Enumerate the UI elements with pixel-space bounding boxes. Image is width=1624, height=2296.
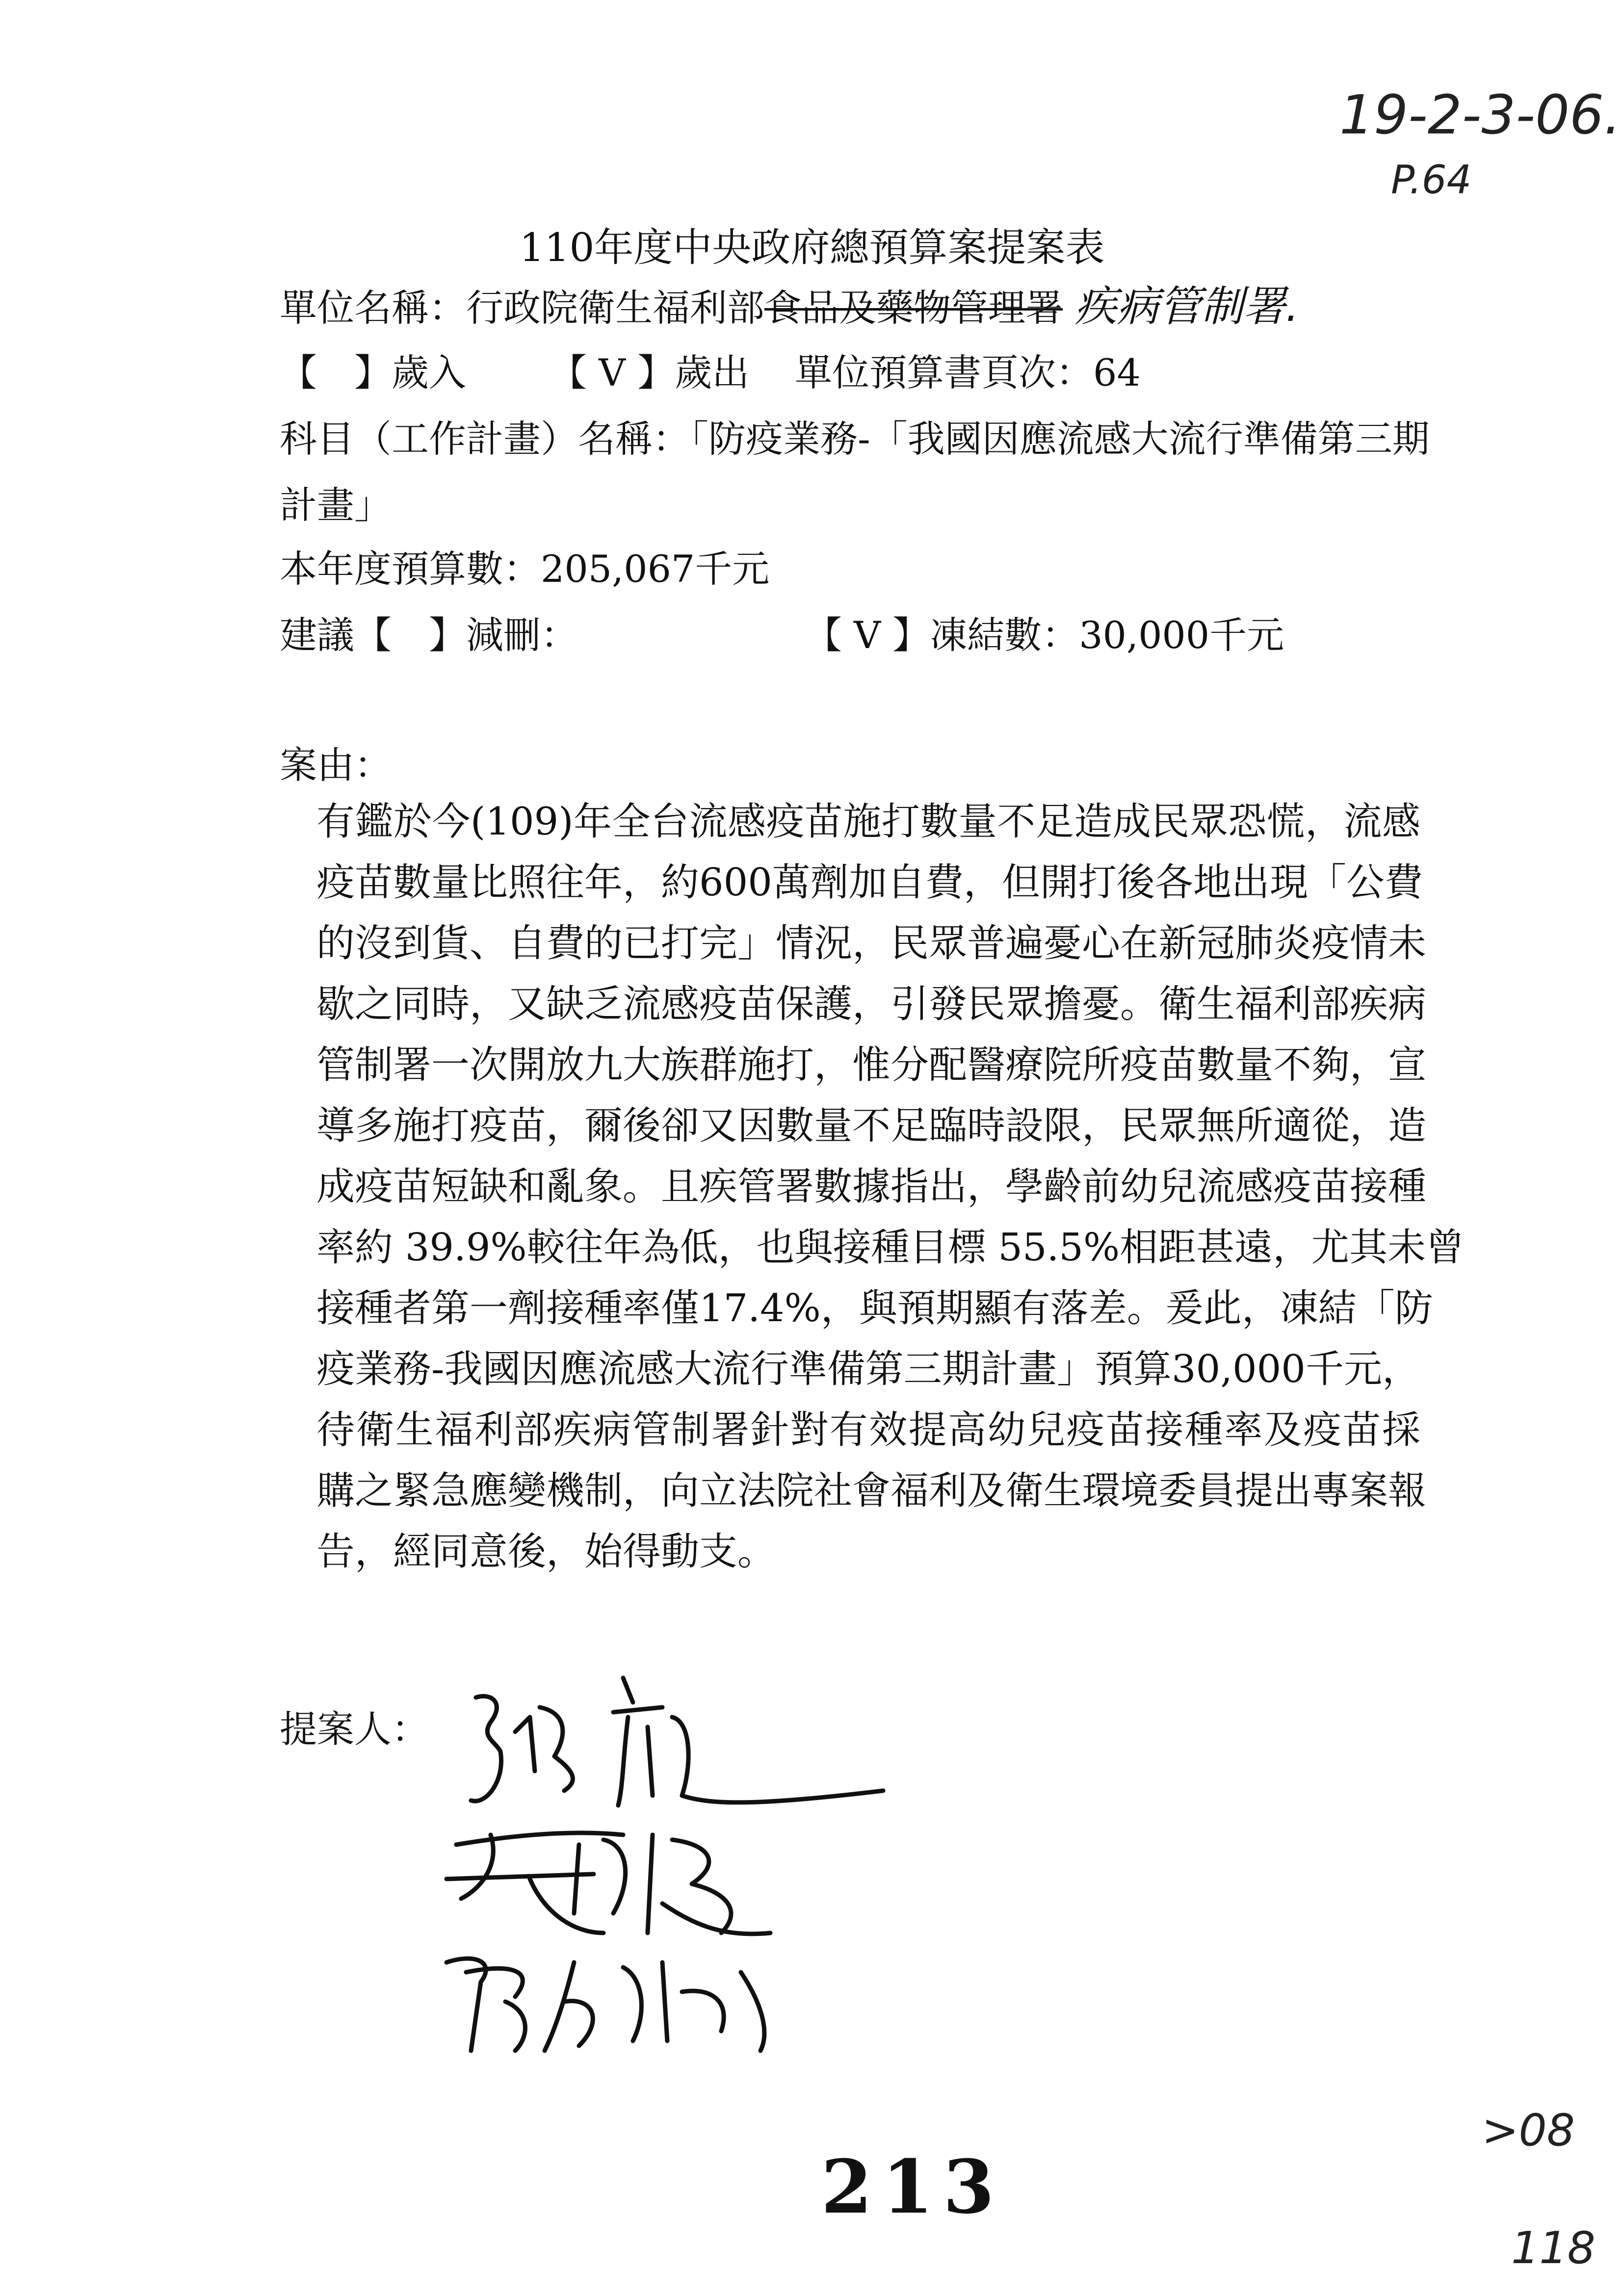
- page-number: 213: [821, 2144, 1004, 2230]
- reason-line: 疫苗數量比照往年，約600萬劑加自費，但開打後各地出現「公費: [316, 861, 1423, 905]
- suggestion-freeze: 【 V 】凍結數：30,000千元: [805, 613, 1284, 657]
- signature-2: [446, 1833, 770, 1934]
- unit-org: 行政院衛生福利部: [466, 286, 764, 330]
- expenditure-checkbox: 【 V 】歲出: [550, 351, 750, 394]
- subject-line-1: 科目（工作計畫）名稱：「防疫業務-「我國因應流感大流行準備第三期: [280, 417, 1430, 461]
- struck-unit: 食品及藥物管理署: [764, 286, 1063, 330]
- budget-book-page: 單位預算書頁次：64: [795, 351, 1141, 394]
- margin-note-1: >08: [1482, 2105, 1575, 2156]
- margin-note-2: 118: [1511, 2222, 1596, 2274]
- annual-budget: 本年度預算數：205,067千元: [280, 547, 770, 591]
- reason-line: 導多施打疫苗，爾後卻又因數量不足臨時設限，民眾無所適從，造: [316, 1104, 1427, 1148]
- reason-label: 案由：: [280, 743, 392, 787]
- signature-1: [471, 1678, 883, 1805]
- signatures: [417, 1658, 908, 2061]
- handwritten-unit: 疾病管制署.: [1074, 282, 1299, 331]
- reason-line: 率約 39.9%較往年為低，也與接種目標 55.5%相距甚遠，尤其未曾: [316, 1226, 1465, 1270]
- subject-line-2: 計畫」: [280, 483, 392, 527]
- reason-line: 的沒到貨、自費的已打完」情況，民眾普遍憂心在新冠肺炎疫情未: [316, 921, 1427, 965]
- reason-line: 管制署一次開放九大族群施打，惟分配醫療院所疫苗數量不夠，宣: [316, 1043, 1427, 1087]
- handwritten-stamp-code: 19-2-3-06.: [1339, 83, 1621, 146]
- unit-name-row: [280, 282, 1299, 331]
- reason-line: 歇之同時，又缺乏流感疫苗保護，引發民眾擔憂。衛生福利部疾病: [316, 982, 1427, 1026]
- revenue-checkbox: 【 】歲入: [280, 351, 466, 394]
- handwritten-page-ref: P.64: [1391, 157, 1472, 203]
- reason-line: 待衛生福利部疾病管制署針對有效提高幼兒疫苗接種率及疫苗採: [316, 1408, 1420, 1452]
- reason-line: 購之緊急應變機制，向立法院社會福利及衛生環境委員提出專案報: [316, 1469, 1427, 1513]
- reason-line: 成疫苗短缺和亂象。且疾管署數據指出，學齡前幼兒流感疫苗接種: [316, 1165, 1427, 1209]
- suggestion-cut: 建議【 】減刪：: [280, 613, 578, 657]
- reason-line: 有鑑於今(109)年全台流感疫苗施打數量不足造成民眾恐慌，流感: [316, 800, 1420, 844]
- document-title: 110年度中央政府總預算案提案表: [519, 225, 1105, 270]
- signature-3: [446, 1958, 764, 2051]
- reason-line: 疫業務-我國因應流感大流行準備第三期計畫」預算30,000千元，: [316, 1347, 1420, 1391]
- reason-line: 接種者第一劑接種率僅17.4%，與預期顯有落差。爰此，凍結「防: [316, 1286, 1433, 1331]
- unit-label: 單位名稱：: [280, 286, 466, 330]
- proposer-label: 提案人：: [280, 1707, 429, 1751]
- reason-line: 告，經同意後，始得動支。: [316, 1530, 776, 1574]
